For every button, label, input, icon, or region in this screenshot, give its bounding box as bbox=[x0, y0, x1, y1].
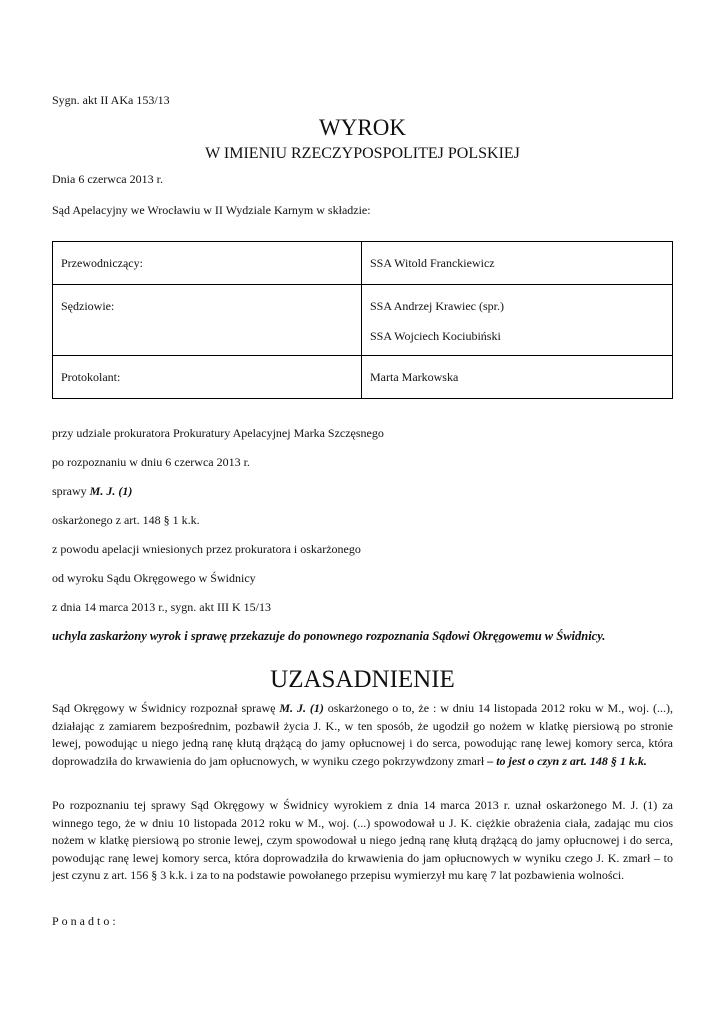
p1-charge: – to jest o czyn z art. 148 § 1 k.k. bbox=[487, 753, 647, 768]
p1-defendant: M. J. (1) bbox=[279, 701, 324, 715]
judgment-of-line: od wyroku Sądu Okręgowego w Świdnicy bbox=[52, 571, 256, 585]
p1-text-c: oskarżonego o to, że : w dniu 14 listopada 2012 roku w M., woj. (...), działając z zamiarem bezpośrednim, pozbawił życia J. K., w ten sposób, że ugodził go nożem w klatkę piersiową po stronie lewej, powodując u niego jedną ranę kłutą drążącą do jamy opłucnowej i do serca, powodując ranę lewej komory serca, która doprowadziła do krwawienia do jam opłucnowych, w wyniku czego pokrzywdzony zmarł bbox=[52, 701, 673, 768]
clerk-value-cell bbox=[362, 356, 673, 399]
case-signature: Sygn. akt II AKa 153/13 bbox=[52, 93, 170, 107]
heard-line: po rozpoznaniu w dniu 6 czerwca 2013 r. bbox=[52, 455, 250, 469]
judge-1: SSA Andrzej Krawiec (spr.) bbox=[370, 299, 504, 313]
court-composition-table bbox=[52, 241, 673, 399]
case-line bbox=[52, 484, 132, 499]
table-row bbox=[53, 242, 673, 285]
case-prefix: sprawy bbox=[52, 484, 90, 498]
presiding-value-cell bbox=[362, 242, 673, 285]
table-row bbox=[53, 356, 673, 399]
judges-label: Sędziowie: bbox=[61, 299, 115, 313]
p1-text-a: Sąd Okręgowy w Świdnicy rozpoznał sprawę bbox=[52, 701, 280, 715]
justification-title: UZASADNIENIE bbox=[270, 666, 455, 693]
judgment-date: Dnia 6 czerwca 2013 r. bbox=[52, 172, 163, 186]
case-name: M. J. (1) bbox=[89, 484, 133, 498]
judges-label-cell bbox=[53, 285, 362, 356]
verdict-text: uchyla zaskarżony wyrok i sprawę przekazuje do ponownego rozpoznania Sądowi Okręgowemu w Świdnicy. bbox=[52, 629, 606, 643]
court-line: Sąd Apelacyjny we Wrocławiu w II Wydziale Karnym w składzie: bbox=[52, 203, 371, 217]
prosecutor-line: przy udziale prokuratora Prokuratury Apelacyjnej Marka Szczęsnego bbox=[52, 426, 384, 440]
judge-2: SSA Wojciech Kociubiński bbox=[370, 329, 501, 343]
document-subtitle: W IMIENIU RZECZYPOSPOLITEJ POLSKIEJ bbox=[205, 145, 520, 162]
accused-line: oskarżonego z art. 148 § 1 k.k. bbox=[52, 513, 200, 527]
justification-paragraph-1 bbox=[52, 700, 673, 770]
appeal-line: z powodu apelacji wniesionych przez prokuratora i oskarżonego bbox=[52, 542, 361, 556]
presiding-label-cell bbox=[53, 242, 362, 285]
judges-value-cell bbox=[362, 285, 673, 356]
clerk-value: Marta Markowska bbox=[370, 370, 459, 384]
presiding-label: Przewodniczący: bbox=[61, 256, 143, 270]
judgment-date-line: z dnia 14 marca 2013 r., sygn. akt III K 15/13 bbox=[52, 600, 271, 614]
judges-list bbox=[370, 285, 672, 344]
clerk-label: Protokolant: bbox=[61, 370, 121, 384]
clerk-label-cell bbox=[53, 356, 362, 399]
justification-paragraph-3: Ponadto: bbox=[52, 914, 119, 928]
justification-paragraph-2: Po rozpoznaniu tej sprawy Sąd Okręgowy w Świdnicy wyrokiem z dnia 14 marca 2013 r. uznał oskarżonego M. J. (1) za winnego tego, że w dniu 10 listopada 2012 roku w M., woj. (...) spowodował u J. K. ciężkie obrażenia ciała, zadając mu cios nożem w klatkę piersiową po stronie lewej, czym spowodował u niego jedną ranę kłutą drążącą do jamy opłucnowej i do serca, powodując ranę lewej komory serca, która doprowadziła do krwawienia do jam opłucnowych w wyniku czego J. K. zmarł – to jest czynu z art. 156 § 3 k.k. i za to na podstawie powołanego przepisu wymierzył mu karę 7 lat pozbawienia wolności. bbox=[52, 798, 673, 882]
presiding-value: SSA Witold Franckiewicz bbox=[370, 256, 495, 270]
table-row bbox=[53, 285, 673, 356]
document-title: WYROK bbox=[319, 115, 406, 140]
